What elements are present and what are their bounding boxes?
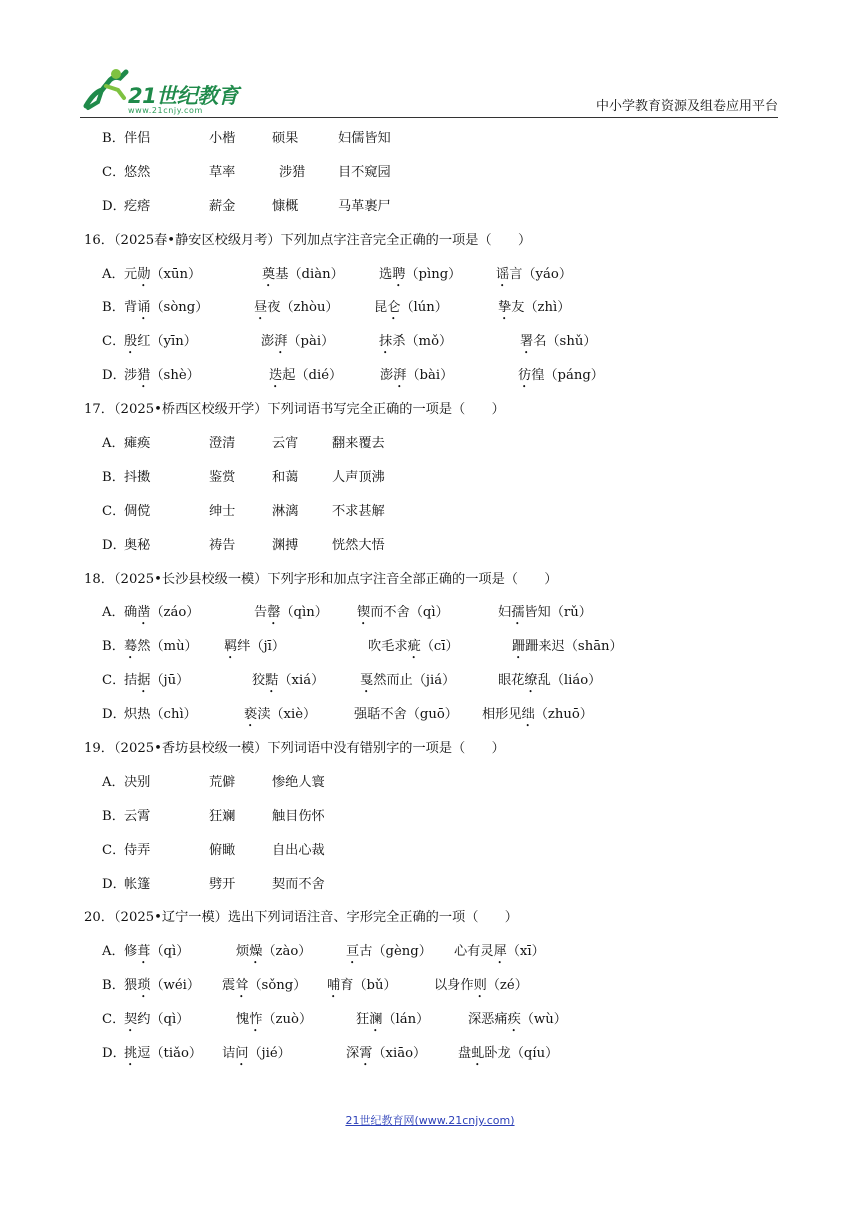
dotted-char: 谣: [496, 266, 510, 282]
option-label: A．: [102, 944, 125, 960]
dotted-char: 亵: [244, 707, 258, 723]
option-term: 烦燥（zào）: [236, 944, 312, 960]
dotted-char: 孺: [511, 605, 525, 621]
dotted-char: 昼: [254, 300, 268, 316]
option-label: B．: [102, 808, 125, 824]
option-term: 跚跚来迟（shān）: [512, 639, 623, 655]
option-term: 殷红（yīn）: [124, 334, 197, 350]
option-term: 倜傥: [124, 503, 151, 519]
dotted-char: 契: [124, 1012, 138, 1028]
option-label: B．: [102, 300, 125, 316]
option-term: 澎湃（pài）: [261, 334, 335, 350]
footer-link[interactable]: 21世纪教育网(www.21cnjy.com): [345, 1114, 515, 1127]
option-term: 契约（qì）: [124, 1012, 190, 1028]
option-term: 妇儒皆知: [338, 131, 391, 146]
answer-option: [84, 935, 784, 969]
dotted-char: 戛: [360, 673, 374, 689]
option-term: 自出心裁: [272, 842, 325, 858]
option-label: C．: [102, 503, 126, 519]
option-label: B．: [102, 131, 125, 146]
option-term: 小楷: [209, 131, 236, 146]
option-term: 锲而不舍（qì）: [357, 605, 449, 621]
option-term: 炽热（chì）: [124, 707, 197, 723]
dotted-char: 犀: [493, 944, 507, 960]
option-term: 薪金: [209, 198, 236, 214]
option-label: A．: [102, 266, 125, 282]
dotted-char: 绌: [521, 707, 535, 723]
answer-option: [84, 529, 784, 563]
option-term: 抹杀（mǒ）: [379, 334, 453, 350]
dotted-char: 署: [520, 334, 534, 350]
answer-option: [84, 834, 784, 868]
question-list: [84, 122, 784, 1071]
option-label: D．: [102, 707, 126, 723]
option-label: B．: [102, 978, 125, 994]
option-term: 瘫痪: [124, 436, 151, 452]
option-term: 涉猎: [279, 164, 306, 180]
answer-option: [84, 800, 784, 834]
option-term: 狡黠（xiá）: [252, 673, 325, 689]
option-term: 惨绝人寰: [272, 774, 325, 790]
option-label: D．: [102, 876, 126, 892]
option-term: 修葺（qì）: [124, 944, 190, 960]
option-term: 妇孺皆知（rǔ）: [498, 605, 592, 621]
option-term: 渊搏: [272, 537, 299, 553]
option-term: 人声顶沸: [332, 469, 385, 485]
option-term: 深霄（xiāo）: [346, 1046, 427, 1062]
option-term: 确凿（záo）: [124, 605, 200, 621]
option-label: C．: [102, 1012, 126, 1028]
option-term: 抖擞: [124, 469, 151, 485]
option-term: 吹毛求疵（cī）: [368, 639, 459, 655]
option-term: 涉猎（shè）: [124, 368, 200, 384]
dotted-char: 缭: [524, 673, 538, 689]
option-term: 谣言（yáo）: [496, 266, 573, 282]
option-term: 硕果: [272, 131, 299, 146]
option-term: 草率: [209, 164, 236, 180]
answer-option: [84, 698, 784, 732]
option-term: 澎湃（bài）: [380, 368, 454, 384]
answer-option: [84, 258, 784, 292]
option-term: 挚友（zhì）: [498, 300, 571, 316]
option-term: 俯瞰: [209, 842, 236, 858]
dotted-char: 猎: [137, 368, 151, 384]
option-term: 昼夜（zhòu）: [254, 300, 339, 316]
answer-option: [84, 190, 784, 224]
option-term: 不求甚解: [332, 503, 385, 519]
answer-option: [84, 969, 784, 1003]
dotted-char: 据: [137, 673, 151, 689]
option-label: C．: [102, 164, 126, 180]
answer-option: [84, 325, 784, 359]
dotted-char: 则: [473, 978, 487, 994]
option-label: C．: [102, 334, 126, 350]
option-term: 疙瘩: [124, 198, 151, 214]
option-term: 云霄: [124, 808, 151, 824]
question-stem: 20．（2025•辽宁一模）选出下列词语注音、字形完全正确的一项（ ）: [84, 910, 518, 926]
dotted-char: 殷: [124, 334, 138, 350]
option-term: 心有灵犀（xī）: [454, 944, 545, 960]
dotted-char: 燥: [249, 944, 263, 960]
dotted-char: 琐: [137, 978, 151, 994]
option-term: 悠然: [124, 164, 151, 180]
option-term: 云宵: [272, 436, 299, 452]
option-term: 伴侣: [124, 131, 151, 146]
logo: [80, 68, 258, 116]
answer-option: [84, 461, 784, 495]
option-term: 深恶痛疾（wù）: [468, 1012, 567, 1028]
option-term: 署名（shǔ）: [520, 334, 597, 350]
dotted-char: 怍: [249, 1012, 263, 1028]
option-term: 目不窥园: [338, 164, 391, 180]
option-term: 契而不舍: [272, 876, 325, 892]
runner-logo-icon: [80, 68, 130, 112]
option-label: A．: [102, 605, 125, 621]
option-term: 恍然大悟: [332, 537, 385, 553]
option-term: 昆仑（lún）: [374, 300, 448, 316]
option-term: 帐篷: [124, 876, 151, 892]
dotted-char: 葺: [137, 944, 151, 960]
option-term: 彷徨（páng）: [518, 368, 604, 384]
dotted-char: 挑: [124, 1046, 138, 1062]
option-term: 眼花缭乱（liáo）: [498, 673, 602, 689]
option-label: B．: [102, 639, 125, 655]
option-term: 选聘（pìng）: [379, 266, 462, 282]
option-term: 拮据（jū）: [124, 673, 190, 689]
dotted-char: 虬: [471, 1046, 485, 1062]
question-stem: 17．（2025•桥西区校级开学）下列词语书写完全正确的一项是（ ）: [84, 402, 505, 418]
question-stem: 18．（2025•长沙县校级一模）下列字形和加点字注音全部正确的一项是（ ）: [84, 571, 558, 587]
option-term: 背诵（sòng）: [124, 300, 209, 316]
page-footer: [0, 1112, 860, 1128]
option-term: 盘虬卧龙（qíu）: [458, 1046, 559, 1062]
dotted-char: 问: [235, 1046, 249, 1062]
option-term: 相形见绌（zhuō）: [482, 707, 593, 723]
option-term: 戛然而止（jiá）: [360, 673, 456, 689]
answer-option: [84, 359, 784, 393]
option-term: 亵渎（xiè）: [244, 707, 317, 723]
option-label: D．: [102, 368, 126, 384]
answer-option: [84, 630, 784, 664]
option-term: 荒僻: [209, 774, 236, 790]
option-term: 侍弄: [124, 842, 151, 858]
dotted-char: 澜: [369, 1012, 383, 1028]
option-label: D．: [102, 1046, 126, 1062]
answer-option: [84, 1037, 784, 1071]
dotted-char: 诵: [137, 300, 151, 316]
option-term: 猥琐（wéi）: [124, 978, 201, 994]
option-term: 迭起（dié）: [269, 368, 343, 384]
answer-option: [84, 664, 784, 698]
option-term: 澄清: [209, 436, 236, 452]
answer-option: [84, 1003, 784, 1037]
option-term: 强聒不舍（guō）: [354, 707, 458, 723]
option-term: 慷概: [272, 198, 299, 214]
option-label: D．: [102, 198, 126, 214]
answer-option: [84, 766, 784, 800]
option-label: B．: [102, 469, 125, 485]
option-label: C．: [102, 842, 126, 858]
option-term: 淋漓: [272, 503, 299, 519]
option-label: D．: [102, 537, 126, 553]
option-term: 决别: [124, 774, 151, 790]
dotted-char: 奠: [262, 266, 276, 282]
option-term: 马革裹尸: [338, 198, 391, 214]
option-term: 奥秘: [124, 537, 151, 553]
option-term: 绅士: [209, 503, 236, 519]
dotted-char: 疵: [407, 639, 421, 655]
option-term: 亘古（gèng）: [346, 944, 432, 960]
logo-text: 21世纪教育: [128, 84, 239, 108]
option-term: 羁绊（jī）: [224, 639, 286, 655]
dotted-char: 仑: [387, 300, 401, 316]
option-term: 劈开: [209, 876, 236, 892]
dotted-char: 勋: [137, 266, 151, 282]
dotted-char: 挚: [498, 300, 512, 316]
answer-option: [84, 291, 784, 325]
option-term: 元勋（xūn）: [124, 266, 202, 282]
answer-option: [84, 122, 784, 156]
dotted-char: 抹: [379, 334, 393, 350]
dotted-char: 羁: [224, 639, 238, 655]
dotted-char: 霄: [359, 1046, 373, 1062]
option-term: 翻来覆去: [332, 436, 385, 452]
dotted-char: 聘: [392, 266, 406, 282]
dotted-char: 锲: [357, 605, 371, 621]
option-term: 蓦然（mù）: [124, 639, 198, 655]
dotted-char: 亘: [346, 944, 360, 960]
option-label: A．: [102, 436, 125, 452]
option-term: 和蔼: [272, 469, 299, 485]
dotted-char: 彷: [518, 368, 532, 384]
option-label: C．: [102, 673, 126, 689]
question-stem: 16．（2025春•静安区校级月考）下列加点字注音完全正确的一项是（ ）: [84, 232, 532, 248]
dotted-char: 跚: [512, 639, 526, 655]
platform-title: 中小学教育资源及组卷应用平台: [595, 99, 778, 114]
dotted-char: 迭: [269, 368, 283, 384]
question-stem: 19．（2025•香坊县校级一模）下列词语中没有错别字的一项是（ ）: [84, 741, 505, 757]
page-header: [80, 62, 778, 118]
dotted-char: 疾: [507, 1012, 521, 1028]
option-term: 告罄（qìn）: [254, 605, 328, 621]
option-term: 愧怍（zuò）: [236, 1012, 313, 1028]
option-term: 奠基（diàn）: [262, 266, 344, 282]
logo-url: www.21cnjy.com: [128, 106, 203, 115]
option-term: 诘问（jié）: [222, 1046, 291, 1062]
dotted-char: 哺: [327, 978, 341, 994]
dotted-char: 湃: [274, 334, 288, 350]
answer-option: [84, 596, 784, 630]
option-term: 哺育（bǔ）: [327, 978, 397, 994]
dotted-char: 黠: [265, 673, 279, 689]
option-term: 以身作则（zé）: [434, 978, 528, 994]
option-term: 挑逗（tiǎo）: [124, 1046, 203, 1062]
dotted-char: 耸: [235, 978, 249, 994]
option-term: 鉴赏: [209, 469, 236, 485]
option-term: 狂澜（lán）: [356, 1012, 430, 1028]
answer-option: [84, 156, 784, 190]
dotted-char: 凿: [137, 605, 151, 621]
header-divider: [80, 117, 778, 118]
dotted-char: 湃: [393, 368, 407, 384]
dotted-char: 蓦: [124, 639, 138, 655]
option-term: 触目伤怀: [272, 808, 325, 824]
option-term: 狂斓: [209, 808, 236, 824]
option-term: 震耸（sǒng）: [222, 978, 307, 994]
answer-option: [84, 495, 784, 529]
option-term: 祷告: [209, 537, 236, 553]
option-label: A．: [102, 774, 125, 790]
dotted-char: 罄: [267, 605, 281, 621]
answer-option: [84, 427, 784, 461]
answer-option: [84, 868, 784, 902]
